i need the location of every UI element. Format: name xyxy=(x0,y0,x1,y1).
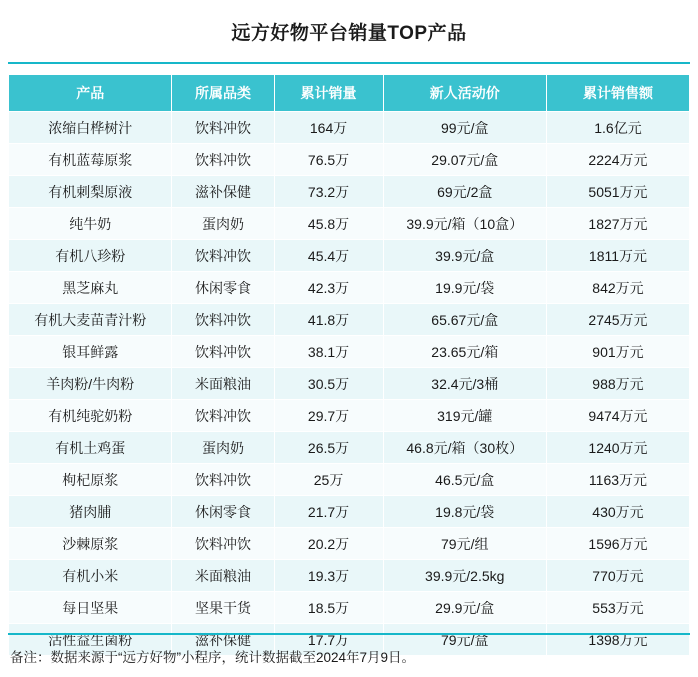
cell-product: 黑芝麻丸 xyxy=(9,272,172,304)
cell-category: 滋补保健 xyxy=(172,624,274,656)
table-row xyxy=(9,144,690,176)
table-header-row xyxy=(9,75,690,112)
table-row xyxy=(9,432,690,464)
cell-product: 有机小米 xyxy=(9,560,172,592)
cell-revenue: 842万元 xyxy=(546,272,689,304)
cell-product: 有机蓝莓原浆 xyxy=(9,144,172,176)
table-row xyxy=(9,464,690,496)
cell-sales: 29.7万 xyxy=(274,400,383,432)
column-header-cumulative-revenue: 累计销售额 xyxy=(546,75,689,112)
cell-sales: 41.8万 xyxy=(274,304,383,336)
cell-category: 坚果干货 xyxy=(172,592,274,624)
cell-sales: 25万 xyxy=(274,464,383,496)
cell-price: 39.9元/2.5kg xyxy=(383,560,546,592)
cell-sales: 42.3万 xyxy=(274,272,383,304)
cell-price: 29.9元/盒 xyxy=(383,592,546,624)
cell-sales: 17.7万 xyxy=(274,624,383,656)
cell-product: 每日坚果 xyxy=(9,592,172,624)
cell-sales: 26.5万 xyxy=(274,432,383,464)
cell-product: 枸杞原浆 xyxy=(9,464,172,496)
cell-price: 65.67元/盒 xyxy=(383,304,546,336)
cell-category: 休闲零食 xyxy=(172,272,274,304)
column-header-category: 所属品类 xyxy=(172,75,274,112)
table-row xyxy=(9,400,690,432)
cell-category: 饮料冲饮 xyxy=(172,144,274,176)
cell-price: 19.8元/袋 xyxy=(383,496,546,528)
page-title: 远方好物平台销量TOP产品 xyxy=(231,22,467,44)
cell-sales: 19.3万 xyxy=(274,560,383,592)
cell-product: 有机八珍粉 xyxy=(9,240,172,272)
cell-sales: 45.8万 xyxy=(274,208,383,240)
footer-note: 备注：数据来源于“远方好物”小程序，统计数据截至2024年7月9日。 xyxy=(10,650,416,665)
cell-category: 休闲零食 xyxy=(172,496,274,528)
cell-product: 有机土鸡蛋 xyxy=(9,432,172,464)
cell-sales: 18.5万 xyxy=(274,592,383,624)
cell-category: 蛋肉奶 xyxy=(172,432,274,464)
cell-price: 39.9元/盒 xyxy=(383,240,546,272)
cell-category: 米面粮油 xyxy=(172,560,274,592)
sales-table xyxy=(8,74,690,656)
cell-revenue: 1596万元 xyxy=(546,528,689,560)
table-row xyxy=(9,176,690,208)
cell-price: 29.07元/盒 xyxy=(383,144,546,176)
cell-category: 饮料冲饮 xyxy=(172,240,274,272)
cell-price: 32.4元/3桶 xyxy=(383,368,546,400)
cell-category: 米面粮油 xyxy=(172,368,274,400)
cell-sales: 20.2万 xyxy=(274,528,383,560)
cell-price: 69元/2盒 xyxy=(383,176,546,208)
cell-price: 99元/盒 xyxy=(383,112,546,144)
cell-price: 79元/组 xyxy=(383,528,546,560)
cell-revenue: 2224万元 xyxy=(546,144,689,176)
table-body xyxy=(9,112,690,656)
cell-product: 浓缩白桦树汁 xyxy=(9,112,172,144)
table-row xyxy=(9,336,690,368)
table-row xyxy=(9,496,690,528)
cell-product: 有机刺梨原液 xyxy=(9,176,172,208)
cell-price: 39.9元/箱（10盒） xyxy=(383,208,546,240)
cell-category: 蛋肉奶 xyxy=(172,208,274,240)
column-header-newcomer-price: 新人活动价 xyxy=(383,75,546,112)
cell-price: 319元/罐 xyxy=(383,400,546,432)
cell-sales: 30.5万 xyxy=(274,368,383,400)
table-row xyxy=(9,304,690,336)
cell-category: 饮料冲饮 xyxy=(172,304,274,336)
cell-sales: 45.4万 xyxy=(274,240,383,272)
cell-revenue: 1163万元 xyxy=(546,464,689,496)
cell-revenue: 1.6亿元 xyxy=(546,112,689,144)
cell-revenue: 1240万元 xyxy=(546,432,689,464)
cell-price: 79元/盒 xyxy=(383,624,546,656)
cell-category: 饮料冲饮 xyxy=(172,336,274,368)
cell-product: 沙棘原浆 xyxy=(9,528,172,560)
table-row xyxy=(9,112,690,144)
page-title-bar xyxy=(8,0,690,64)
cell-revenue: 1811万元 xyxy=(546,240,689,272)
cell-sales: 164万 xyxy=(274,112,383,144)
column-header-product: 产品 xyxy=(9,75,172,112)
cell-category: 饮料冲饮 xyxy=(172,464,274,496)
cell-product: 银耳鲜露 xyxy=(9,336,172,368)
table-row xyxy=(9,528,690,560)
cell-revenue: 2745万元 xyxy=(546,304,689,336)
cell-revenue: 988万元 xyxy=(546,368,689,400)
cell-revenue: 553万元 xyxy=(546,592,689,624)
cell-product: 羊肉粉/牛肉粉 xyxy=(9,368,172,400)
table-header xyxy=(9,75,690,112)
cell-category: 饮料冲饮 xyxy=(172,528,274,560)
sales-table-container xyxy=(0,64,698,656)
cell-revenue: 1827万元 xyxy=(546,208,689,240)
cell-category: 滋补保健 xyxy=(172,176,274,208)
cell-revenue: 5051万元 xyxy=(546,176,689,208)
cell-sales: 73.2万 xyxy=(274,176,383,208)
cell-product: 有机大麦苗青汁粉 xyxy=(9,304,172,336)
table-row xyxy=(9,560,690,592)
cell-price: 46.8元/箱（30枚） xyxy=(383,432,546,464)
cell-product: 纯牛奶 xyxy=(9,208,172,240)
cell-sales: 76.5万 xyxy=(274,144,383,176)
cell-category: 饮料冲饮 xyxy=(172,112,274,144)
cell-product: 有机纯驼奶粉 xyxy=(9,400,172,432)
cell-price: 46.5元/盒 xyxy=(383,464,546,496)
cell-sales: 21.7万 xyxy=(274,496,383,528)
table-row xyxy=(9,592,690,624)
cell-revenue: 430万元 xyxy=(546,496,689,528)
cell-revenue: 770万元 xyxy=(546,560,689,592)
cell-revenue: 9474万元 xyxy=(546,400,689,432)
cell-sales: 38.1万 xyxy=(274,336,383,368)
cell-revenue: 1398万元 xyxy=(546,624,689,656)
cell-category: 饮料冲饮 xyxy=(172,400,274,432)
table-row xyxy=(9,208,690,240)
cell-product: 活性益生菌粉 xyxy=(9,624,172,656)
column-header-cumulative-sales: 累计销量 xyxy=(274,75,383,112)
table-row xyxy=(9,272,690,304)
footer-note-bar xyxy=(8,633,690,677)
table-row xyxy=(9,240,690,272)
cell-price: 19.9元/袋 xyxy=(383,272,546,304)
cell-price: 23.65元/箱 xyxy=(383,336,546,368)
cell-product: 猪肉脯 xyxy=(9,496,172,528)
cell-revenue: 901万元 xyxy=(546,336,689,368)
table-row xyxy=(9,368,690,400)
